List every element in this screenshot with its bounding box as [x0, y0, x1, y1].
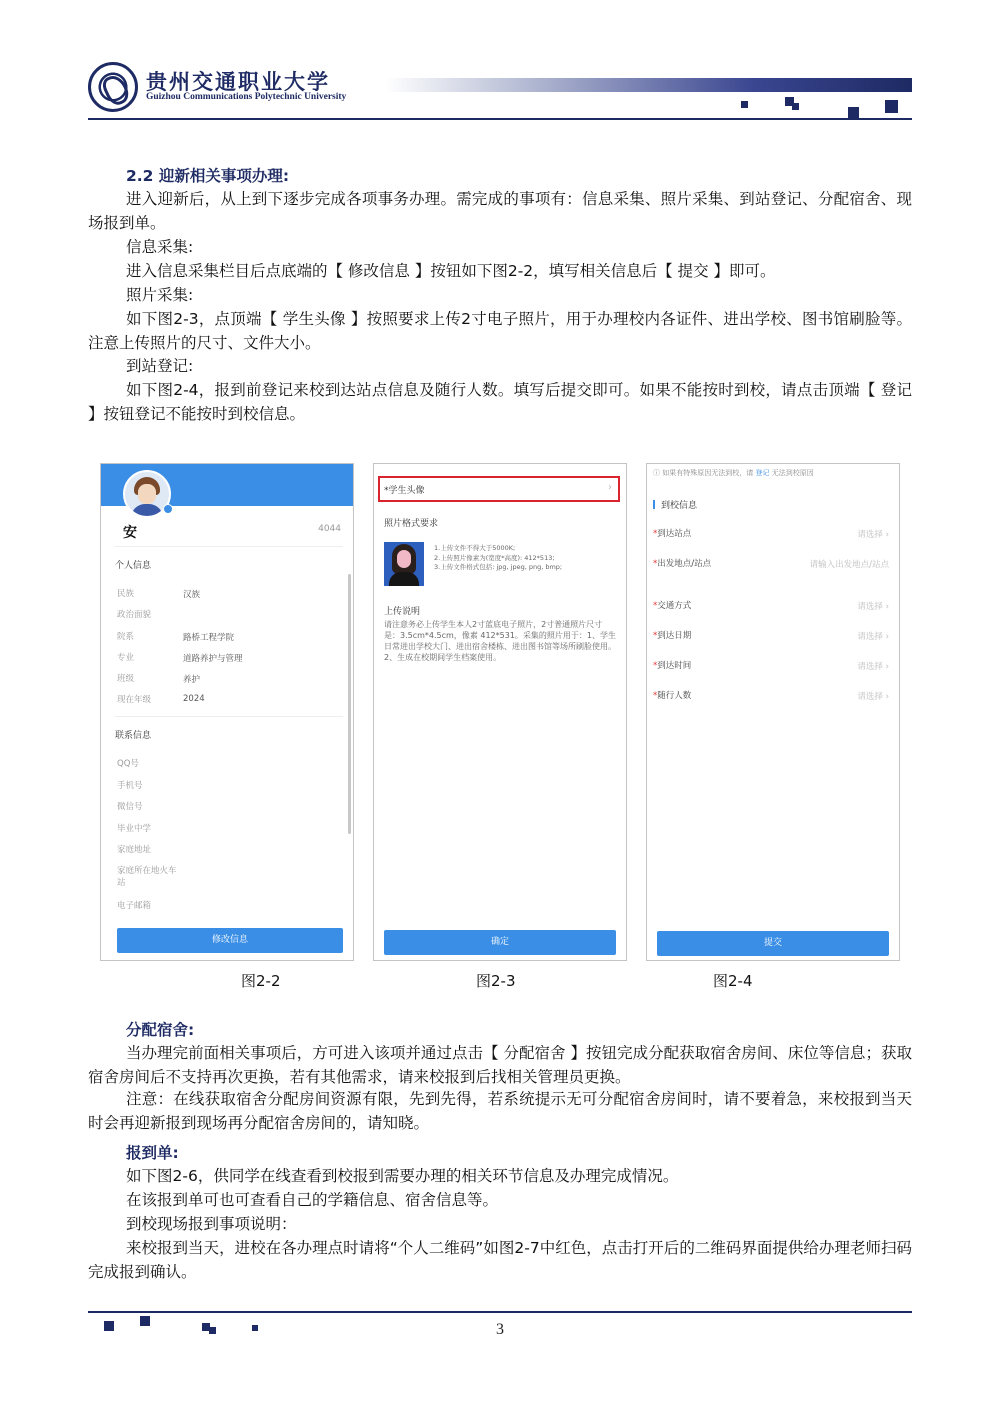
arrival-info-heading: 到校信息 — [653, 498, 697, 511]
field-label: *交通方式 — [653, 601, 692, 611]
divider — [115, 716, 343, 717]
footer-rule — [88, 1311, 912, 1313]
upload-instructions-heading: 上传说明 — [384, 607, 421, 617]
header-square-decoration — [885, 100, 898, 113]
field-placeholder: 请选择 › — [857, 602, 889, 612]
submit-button[interactable]: 提交 — [657, 931, 889, 956]
tip-text: ⓘ 如果有特殊原因无法到校，请 — [653, 469, 754, 477]
report-line-2: 在该报到单可也可查看自己的学籍信息、宿舍信息等。 — [126, 1191, 499, 1209]
figure-2-2-caption: 图2-2 — [241, 972, 281, 990]
field-label: *出发地点/站点 — [653, 559, 712, 569]
tip-text: 无法到校原因 — [771, 469, 814, 477]
edit-info-button[interactable]: 修改信息 — [117, 928, 343, 953]
field-label: QQ号 — [117, 759, 139, 769]
field-label: 民族 — [117, 589, 135, 599]
requirement-item: 1.上传文件不得大于5000K; — [434, 544, 516, 552]
photo-format-heading: 照片格式要求 — [384, 519, 439, 529]
scrollbar[interactable] — [348, 574, 351, 834]
figure-2-4-screenshot — [646, 463, 900, 961]
field-label: 毕业中学 — [117, 824, 152, 834]
student-name: 安 — [123, 525, 137, 541]
figure-2-2-screenshot — [100, 463, 354, 961]
student-avatar-label: *学生头像 — [384, 486, 425, 496]
sample-photo — [384, 542, 424, 586]
dorm-paragraph-1: 当办理完前面相关事项后，方可进入该项并通过点击【 分配宿舍 】按钮完成分配获取宿舍房间、床位等信息；获取宿舍房间后不支持再次更换，若有其他需求，请来校报到后找相关管理员更换。 — [88, 1044, 912, 1086]
field-placeholder: 请选择 › — [857, 692, 889, 702]
dorm-title: 分配宿舍: — [126, 1021, 195, 1039]
photo-requirements — [434, 544, 562, 573]
field-label: *到达时间 — [653, 661, 692, 671]
field-label: 家庭地址 — [117, 845, 152, 855]
student-number: 4044 — [318, 524, 341, 534]
gender-badge-icon — [163, 504, 173, 514]
field-value: 道路养护与管理 — [183, 654, 243, 664]
report-line-3: 到校现场报到事项说明： — [126, 1215, 297, 1233]
register-link[interactable]: 登记 — [755, 469, 770, 477]
arrival-paragraph: 如下图2-4，报到前登记来校到达站点信息及随行人数。填写后提交即可。如果不能按时到校，请点击顶端【 登记 】按钮登记不能按时到校信息。 — [88, 381, 912, 423]
photo-collect-title: 照片采集: — [126, 286, 194, 304]
header-rule — [88, 118, 912, 120]
section-2-2-intro: 进入迎新后，从上到下逐步完成各项事务办理。需完成的事项有：信息采集、照片采集、到站登记、分配宿舍、现场报到单。 — [88, 190, 912, 232]
field-label: 手机号 — [117, 781, 143, 791]
university-logo-icon — [88, 62, 138, 112]
field-value: 养护 — [183, 675, 201, 685]
report-paragraph: 来校报到当天，进校在各办理点时请将“个人二维码”如图2-7中红色，点击打开后的二维码界面提供给办理老师扫码完成报到确认。 — [88, 1239, 912, 1281]
field-label: *到达日期 — [653, 631, 692, 641]
field-placeholder: 请选择 › — [857, 530, 889, 540]
dorm-paragraph-2: 注意：在线获取宿舍分配房间资源有限，先到先得，若系统提示无可分配宿舍房间时，请不要着急，来校报到当天时会再迎新报到现场再分配宿舍房间的，请知晓。 — [88, 1090, 912, 1132]
field-label: 专业 — [117, 653, 135, 663]
header-square-decoration — [792, 103, 799, 110]
header-square-decoration — [848, 107, 859, 118]
field-value: 汉族 — [183, 590, 201, 600]
header-gradient-bar — [385, 78, 912, 92]
field-label: 现在年级 — [117, 695, 152, 705]
figure-2-3-screenshot — [373, 463, 627, 961]
field-label: 微信号 — [117, 802, 143, 812]
field-label: 院系 — [117, 632, 135, 642]
late-arrival-tip — [653, 468, 814, 478]
report-line-1: 如下图2-6，供同学在线查看到校报到需要办理的相关环节信息及办理完成情况。 — [126, 1167, 679, 1185]
contact-info-heading: 联系信息 — [115, 731, 152, 741]
university-name-cn: 贵州交通职业大学 — [146, 69, 330, 94]
field-label: 班级 — [117, 674, 135, 684]
upload-instructions-text: 请注意务必上传学生本人2寸蓝底电子照片，2寸普通照片尺寸是：3.5cm*4.5cm，像素 412*531。采集的照片用于：1、学生日常进出学校大门、进出宿舍楼栋、进出图书馆等场所刷脸使用。2、生成在校期间学生档案使用。 — [384, 620, 616, 662]
field-label: 政治面貌 — [117, 610, 152, 620]
info-collect-paragraph: 进入信息采集栏目后点底端的【 修改信息 】按钮如下图2-2，填写相关信息后【 提交 】即可。 — [126, 262, 776, 280]
chevron-right-icon: › — [608, 482, 612, 493]
requirement-item: 3.上传文件格式包括: jpg, jpeg, png, bmp; — [434, 563, 563, 571]
field-label: 家庭所在地火车站 — [117, 866, 177, 888]
field-label: *随行人数 — [653, 691, 692, 701]
field-placeholder: 请选择 › — [857, 662, 889, 672]
personal-info-heading: 个人信息 — [115, 561, 152, 571]
field-label: *到达站点 — [653, 529, 692, 539]
confirm-button[interactable]: 确定 — [384, 930, 616, 955]
photo-collect-paragraph: 如下图2-3，点顶端【 学生头像 】按照要求上传2寸电子照片，用于办理校内各证件、进出学校、图书馆刷脸等。 注意上传照片的尺寸、文件大小。 — [88, 310, 912, 352]
section-2-2-title: 2.2 迎新相关事项办理: — [126, 167, 290, 185]
report-title: 报到单: — [126, 1144, 179, 1162]
field-placeholder: 请输入出发地点/站点 — [809, 560, 889, 570]
header-square-decoration — [741, 101, 748, 108]
field-placeholder: 请选择 › — [857, 632, 889, 642]
page-number: 3 — [496, 1321, 504, 1338]
figure-2-3-caption: 图2-3 — [476, 972, 516, 990]
field-value: 2024 — [183, 694, 205, 704]
student-avatar-row[interactable] — [378, 476, 620, 502]
info-collect-title: 信息采集: — [126, 238, 194, 256]
arrival-title: 到站登记: — [126, 357, 194, 375]
divider — [115, 546, 343, 547]
requirement-item: 2.上传照片像素为(宽度*高度): 412*513; — [434, 553, 555, 562]
field-label: 电子邮箱 — [117, 901, 152, 911]
field-value: 路桥工程学院 — [183, 633, 235, 643]
figure-2-4-caption: 图2-4 — [713, 972, 753, 990]
university-name-en: Guizhou Communications Polytechnic University — [146, 92, 347, 102]
